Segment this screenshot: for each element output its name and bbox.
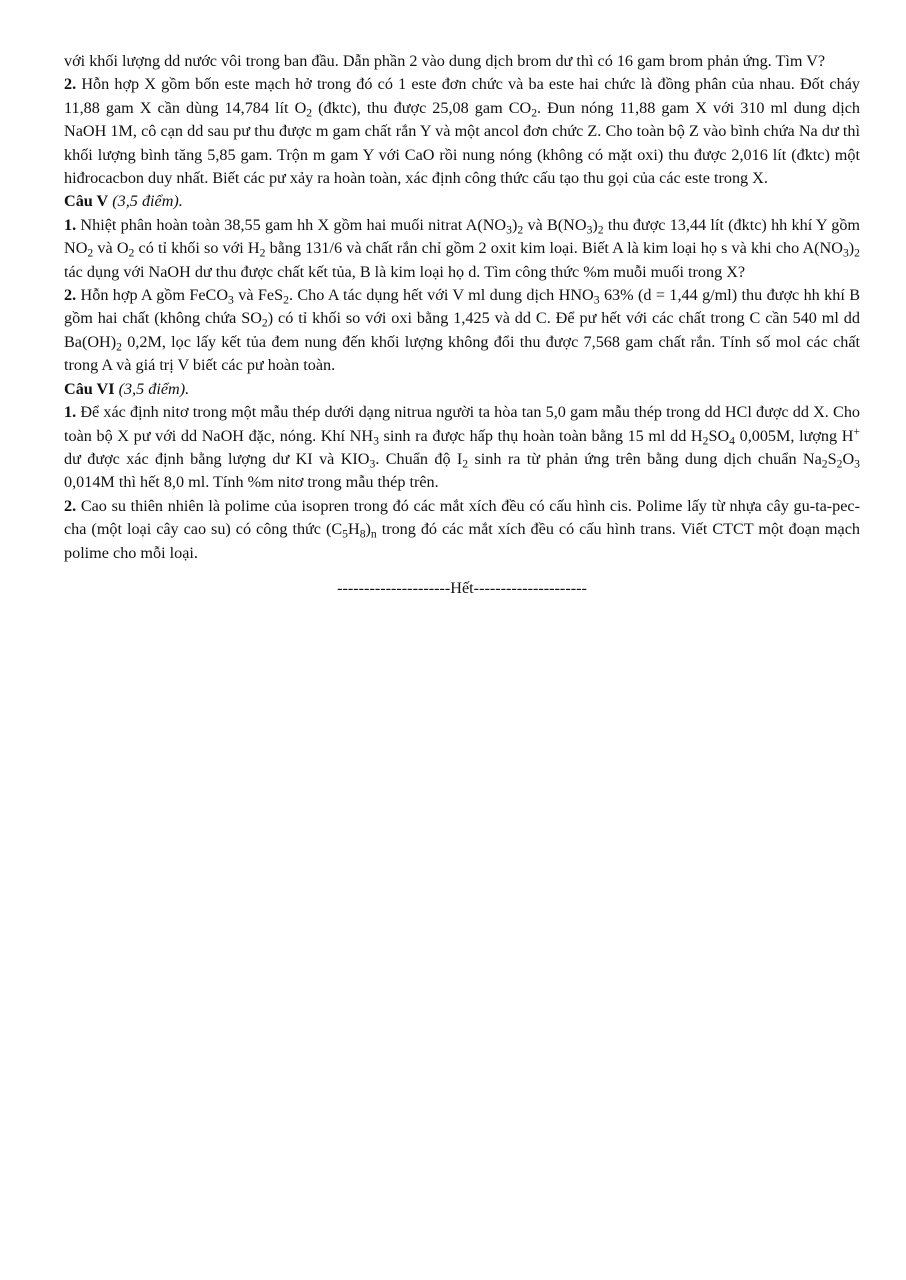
end-marker: ---------------------Hết--------------------- [337, 578, 587, 597]
part-number: 1. [64, 215, 77, 234]
carry-over-body: với khối lượng dd nước vôi trong ban đầu. Dẫn phần 2 vào dung dịch brom dư thì có 16 gam brom phản ứng. Tìm V? [64, 52, 826, 70]
question-6-part-1 [64, 401, 860, 495]
question-6-part-2 [64, 495, 860, 565]
part-number: 2. [64, 286, 77, 305]
question-4-part-2 [64, 73, 860, 190]
part-number: 2. [64, 75, 77, 94]
section-points: (3,5 điểm). [112, 192, 183, 211]
document-page [0, 0, 906, 600]
part-text: Hỗn hợp A gồm FeCO$_3$ và FeS$_2$. Cho A tác dụng hết với V ml dung dịch $HNO_3$ 63% (d = 1,44 g/ml) thu được hh khí B gồm hai chất (không chứa $SO_2$) có tỉ khối so với oxi bằng 1,425 và dd C. Để pư hết với các chất trong C cần 540 ml dd $Ba(OH)_2$ 0,2M, lọc lấy kết tủa đem nung đến khối lượng không đổi thu được 7,568 gam chất rắn. Tính số mol các chất trong A và giá trị V biết các pư hoàn toàn. [64, 286, 861, 375]
section-title: Câu VI [64, 379, 115, 398]
section-heading-6 [64, 378, 860, 401]
part-text: Để xác định nitơ trong một mẫu thép dưới dạng nitrua người ta hòa tan 5,0 gam mẫu thép trong dd HCl được dd X. Cho toàn bộ X pư với dd NaOH đặc, nóng. Khí $NH_3$ sinh ra được hấp thụ hoàn toàn bằng 15 ml dd $H_2SO_4$ 0,005M, lượng H+ dư được xác định bằng lượng dư KI và $KIO_3$. Chuẩn độ $I_2$ sinh ra từ phản ứng trên bằng dung dịch chuẩn $Na_2S_2O_3$ 0,014M thì hết 8,0 ml. Tính %m nitơ trong mẫu thép trên. [64, 403, 861, 492]
section-heading-5 [64, 190, 860, 213]
question-5-part-2 [64, 284, 860, 378]
part-text: Cao su thiên nhiên là polime của isopren trong đó các mắt xích đều có cấu hình cis. Polime lấy từ nhựa cây gu-ta-pec-cha (một loại cây cao su) có công thức $(C_5H_8)_n$ trong đó các mắt xích đều có cấu hình trans. Viết CTCT một đoạn mạch polime cho mỗi loại. [64, 496, 861, 562]
part-text: Hỗn hợp X gồm bốn este mạch hở trong đó có 1 este đơn chức và ba este hai chức là đồng phân của nhau. Đốt cháy 11,88 gam X cần dùng 14,784 lít $O_2$ (đktc), thu được 25,08 gam $CO_2$. Đun nóng 11,88 gam X với 310 ml dung dịch NaOH 1M, cô cạn dd sau pư thu được m gam chất rắn Y và một ancol đơn chức Z. Cho toàn bộ Z vào bình chứa Na dư thì khối lượng bình tăng 5,85 gam. Trộn m gam Y với CaO rồi nung nóng (không có mặt oxi) thu được 2,016 lít (đktc) một hiđrocacbon duy nhất. Biết các pư xảy ra hoàn toàn, xác định công thức cấu tạo thu gọi của các este trong X. [64, 75, 860, 188]
question-5-part-1 [64, 214, 860, 284]
section-title: Câu V [64, 192, 109, 211]
section-points: (3,5 điểm). [118, 379, 190, 398]
carry-over-text [64, 50, 860, 73]
part-number: 1. [64, 403, 77, 422]
part-number: 2. [64, 496, 77, 515]
part-text: Nhiệt phân hoàn toàn 38,55 gam hh X gồm hai muối nitrat $A(NO_3)_2$ và $B(NO_3)_2$ thu được 13,44 lít (đktc) hh khí Y gồm $NO_2$ và $O_2$ có tỉ khối so với $H_2$ bằng 131/6 và chất rắn chỉ gồm 2 oxit kim loại. Biết A là kim loại họ s và khi cho $A(NO_3)_2$ tác dụng với NaOH dư thu được chất kết tủa, B là kim loại họ d. Tìm công thức %m muỗi muối trong X? [64, 215, 861, 281]
